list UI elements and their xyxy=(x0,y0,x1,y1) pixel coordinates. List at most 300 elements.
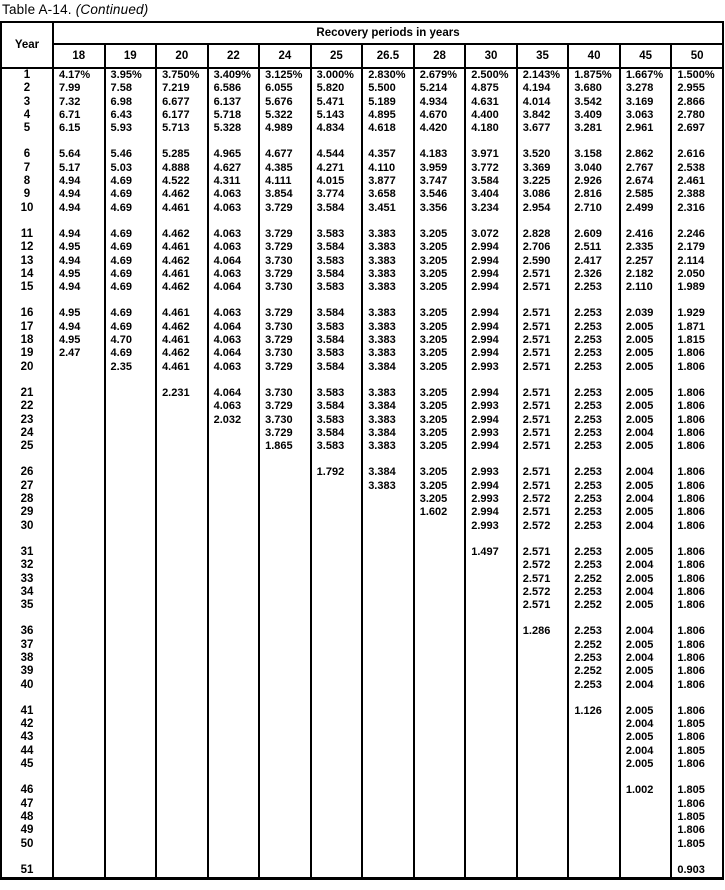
rate-cell: 2.004 xyxy=(620,520,672,533)
rate-cell: 2.253 xyxy=(568,520,620,533)
spacer-cell xyxy=(1,294,53,307)
rate-cell xyxy=(53,864,105,879)
rate-cell: 3.583 xyxy=(311,255,363,268)
year-cell: 16 xyxy=(20,307,34,320)
rate-cell: 4.063 xyxy=(208,307,260,320)
spacer-cell xyxy=(156,612,208,625)
rate-cell: 1.806 xyxy=(671,400,723,413)
rate-cell: 2.994 xyxy=(465,307,517,320)
spacer-cell xyxy=(1,453,53,466)
rate-cell: 1.815 xyxy=(671,334,723,347)
spacer-cell xyxy=(53,692,105,705)
rate-cell: 1.805 xyxy=(671,784,723,797)
rate-cell: 2.252 xyxy=(568,599,620,612)
rate-cell xyxy=(465,864,517,879)
rate-cell: 4.70 xyxy=(105,334,157,347)
rate-cell: 2.253 xyxy=(568,506,620,519)
rate-cell xyxy=(362,586,414,599)
rate-cell: 1.792 xyxy=(311,466,363,479)
spacer-cell xyxy=(671,612,723,625)
rate-cell: 4.461 xyxy=(156,241,208,254)
rate-cell xyxy=(517,838,569,851)
rate-cell: 3.583 xyxy=(311,347,363,360)
rate-cell xyxy=(414,599,466,612)
rate-cell xyxy=(465,665,517,678)
spacer-cell xyxy=(1,692,53,705)
spacer-cell xyxy=(568,294,620,307)
rate-cell: 3.542 xyxy=(568,96,620,109)
rate-cell xyxy=(105,784,157,797)
spacer-cell xyxy=(105,851,157,864)
column-header-22: 22 xyxy=(208,44,260,68)
rate-cell: 2.571 xyxy=(517,361,569,374)
rate-cell: 1.002 xyxy=(620,784,672,797)
rate-cell: 2.993 xyxy=(465,520,517,533)
rate-cell: 4.063 xyxy=(208,400,260,413)
rate-cell: 2.253 xyxy=(568,400,620,413)
rate-cell xyxy=(465,679,517,692)
rate-cell xyxy=(414,520,466,533)
rate-cell xyxy=(568,838,620,851)
rate-cell: 2.697 xyxy=(671,122,723,135)
year-cell: 15 xyxy=(20,281,34,294)
rate-cell: 3.383 xyxy=(362,321,414,334)
rate-cell xyxy=(465,745,517,758)
table-row-year-39 xyxy=(1,665,723,678)
rate-cell: 2.571 xyxy=(517,480,569,493)
rate-cell: 1.806 xyxy=(671,798,723,811)
table-row-year-37 xyxy=(1,639,723,652)
rate-cell: 3.205 xyxy=(414,321,466,334)
rate-cell xyxy=(105,665,157,678)
rate-cell: 3.225 xyxy=(517,175,569,188)
rate-cell xyxy=(517,745,569,758)
group-spacer-row xyxy=(1,533,723,546)
rate-cell xyxy=(414,625,466,638)
rate-cell xyxy=(156,559,208,572)
rate-cell xyxy=(105,466,157,479)
year-cell: 44 xyxy=(20,744,34,757)
rate-cell: 3.281 xyxy=(568,122,620,135)
rate-cell: 4.194 xyxy=(517,82,569,95)
rate-cell: 2.993 xyxy=(465,361,517,374)
rate-cell xyxy=(156,798,208,811)
rate-cell: 4.271 xyxy=(311,162,363,175)
rate-cell xyxy=(517,864,569,879)
rate-cell: 6.43 xyxy=(105,109,157,122)
rate-cell: 2.816 xyxy=(568,188,620,201)
rate-cell xyxy=(259,824,311,837)
rate-cell: 4.17% xyxy=(53,68,105,82)
rate-cell xyxy=(208,864,260,879)
rate-cell: 3.383 xyxy=(362,334,414,347)
rate-cell xyxy=(517,758,569,771)
rate-cell: 2.252 xyxy=(568,573,620,586)
spacer-cell xyxy=(156,453,208,466)
rate-cell xyxy=(362,506,414,519)
rate-cell: 2.253 xyxy=(568,440,620,453)
spacer-cell xyxy=(517,135,569,148)
rate-cell: 2.005 xyxy=(620,361,672,374)
rate-cell xyxy=(53,493,105,506)
rate-cell: 3.750% xyxy=(156,68,208,82)
group-spacer-row xyxy=(1,374,723,387)
rate-cell: 2.004 xyxy=(620,718,672,731)
rate-cell xyxy=(465,731,517,744)
rate-cell xyxy=(208,705,260,718)
rate-cell: 4.064 xyxy=(208,387,260,400)
rate-cell: 4.110 xyxy=(362,162,414,175)
rate-cell xyxy=(156,811,208,824)
rate-cell: 1.989 xyxy=(671,281,723,294)
rate-cell: 3.584 xyxy=(311,307,363,320)
rate-cell: 6.98 xyxy=(105,96,157,109)
rate-cell: 2.179 xyxy=(671,241,723,254)
rate-cell: 2.828 xyxy=(517,228,569,241)
rate-cell xyxy=(156,625,208,638)
year-cell: 18 xyxy=(20,334,34,347)
spacer-cell xyxy=(620,533,672,546)
rate-cell xyxy=(568,745,620,758)
rate-cell: 2.005 xyxy=(620,758,672,771)
rate-cell: 3.205 xyxy=(414,334,466,347)
year-column-header: Year xyxy=(1,22,53,68)
table-body xyxy=(1,68,723,879)
rate-cell xyxy=(414,665,466,678)
spacer-cell xyxy=(259,215,311,228)
rate-cell xyxy=(517,665,569,678)
rate-cell: 5.471 xyxy=(311,96,363,109)
rate-cell xyxy=(53,546,105,559)
rate-cell xyxy=(568,811,620,824)
rate-cell xyxy=(105,387,157,400)
rate-cell: 5.64 xyxy=(53,148,105,161)
rate-cell: 4.461 xyxy=(156,202,208,215)
year-cell: 14 xyxy=(20,267,34,280)
rate-cell xyxy=(362,718,414,731)
table-row-year-17 xyxy=(1,321,723,334)
rate-cell: 4.461 xyxy=(156,307,208,320)
spacer-cell xyxy=(311,374,363,387)
spacer-cell xyxy=(671,851,723,864)
rate-cell xyxy=(620,824,672,837)
spacer-cell xyxy=(568,215,620,228)
rate-cell xyxy=(156,745,208,758)
year-cell: 27 xyxy=(20,479,34,492)
rate-cell: 4.95 xyxy=(53,268,105,281)
rate-cell xyxy=(414,811,466,824)
spacer-cell xyxy=(105,215,157,228)
year-cell: 24 xyxy=(20,426,34,439)
rate-cell xyxy=(105,745,157,758)
rate-cell xyxy=(156,784,208,797)
table-row-year-13 xyxy=(1,255,723,268)
spacer-cell xyxy=(53,135,105,148)
spacer-cell xyxy=(259,612,311,625)
rate-cell xyxy=(53,573,105,586)
rate-cell: 5.713 xyxy=(156,122,208,135)
rate-cell xyxy=(311,665,363,678)
rate-cell xyxy=(53,679,105,692)
rate-cell xyxy=(208,625,260,638)
rate-cell: 3.205 xyxy=(414,466,466,479)
rate-cell xyxy=(362,546,414,559)
rate-cell: 4.94 xyxy=(53,228,105,241)
rate-cell xyxy=(53,705,105,718)
rate-cell: 3.729 xyxy=(259,202,311,215)
rate-cell: 2.253 xyxy=(568,559,620,572)
rate-cell xyxy=(156,824,208,837)
rate-cell: 3.730 xyxy=(259,321,311,334)
rate-cell: 3.584 xyxy=(311,400,363,413)
rate-cell xyxy=(465,838,517,851)
rate-cell: 4.064 xyxy=(208,255,260,268)
rate-cell xyxy=(53,361,105,374)
rate-cell: 2.005 xyxy=(620,599,672,612)
rate-cell xyxy=(311,705,363,718)
table-row-year-48 xyxy=(1,811,723,824)
rate-cell: 1.806 xyxy=(671,361,723,374)
rate-cell: 2.005 xyxy=(620,731,672,744)
spacer-cell xyxy=(311,533,363,546)
rate-cell xyxy=(156,546,208,559)
table-row-year-49 xyxy=(1,824,723,837)
rate-cell: 3.383 xyxy=(362,480,414,493)
rate-cell: 2.005 xyxy=(620,573,672,586)
rate-cell: 3.383 xyxy=(362,228,414,241)
rate-cell: 3.205 xyxy=(414,400,466,413)
rate-cell: 2.706 xyxy=(517,241,569,254)
rate-cell xyxy=(208,586,260,599)
group-spacer-row xyxy=(1,294,723,307)
rate-cell: 3.747 xyxy=(414,175,466,188)
rate-cell xyxy=(53,427,105,440)
rate-cell: 4.461 xyxy=(156,268,208,281)
rate-cell: 2.511 xyxy=(568,241,620,254)
rate-cell xyxy=(105,546,157,559)
rate-cell xyxy=(414,784,466,797)
spacer-cell xyxy=(568,533,620,546)
year-cell: 25 xyxy=(20,440,34,453)
spacer-cell xyxy=(105,374,157,387)
rate-cell xyxy=(105,679,157,692)
spacer-cell xyxy=(620,374,672,387)
rate-cell: 1.865 xyxy=(259,440,311,453)
rate-cell: 2.830% xyxy=(362,68,414,82)
rate-cell xyxy=(53,625,105,638)
rate-cell: 4.015 xyxy=(311,175,363,188)
rate-cell: 2.780 xyxy=(671,109,723,122)
year-cell: 37 xyxy=(20,638,34,651)
rate-cell: 0.903 xyxy=(671,864,723,879)
spacer-cell xyxy=(208,612,260,625)
table-row-year-21 xyxy=(1,387,723,400)
spacer-cell xyxy=(1,374,53,387)
rate-cell: 2.388 xyxy=(671,188,723,201)
rate-cell: 2.994 xyxy=(465,255,517,268)
rate-cell: 4.311 xyxy=(208,175,260,188)
rate-cell xyxy=(311,559,363,572)
rate-cell xyxy=(568,864,620,879)
rate-cell: 1.667% xyxy=(620,68,672,82)
rate-cell xyxy=(465,586,517,599)
rate-cell xyxy=(53,731,105,744)
spacer-cell xyxy=(208,851,260,864)
rate-cell: 1.805 xyxy=(671,838,723,851)
spacer-cell xyxy=(311,135,363,148)
group-spacer-row xyxy=(1,692,723,705)
rate-cell: 1.806 xyxy=(671,559,723,572)
spacer-cell xyxy=(53,294,105,307)
rate-cell xyxy=(105,599,157,612)
rate-cell xyxy=(259,718,311,731)
rate-cell xyxy=(362,824,414,837)
rate-cell: 3.730 xyxy=(259,387,311,400)
rate-cell: 5.285 xyxy=(156,148,208,161)
rate-cell: 2.004 xyxy=(620,493,672,506)
rate-cell xyxy=(311,758,363,771)
group-spacer-row xyxy=(1,771,723,784)
rate-cell xyxy=(156,466,208,479)
rate-cell xyxy=(414,758,466,771)
rate-cell: 1.497 xyxy=(465,546,517,559)
rate-cell: 2.005 xyxy=(620,321,672,334)
spacer-cell xyxy=(414,771,466,784)
spacer-cell xyxy=(311,215,363,228)
rate-cell: 2.571 xyxy=(517,347,569,360)
rate-cell xyxy=(208,811,260,824)
rate-cell: 1.806 xyxy=(671,731,723,744)
rate-cell: 2.416 xyxy=(620,228,672,241)
rate-cell xyxy=(311,838,363,851)
spacer-cell xyxy=(362,453,414,466)
rate-cell: 2.955 xyxy=(671,82,723,95)
rate-cell: 2.571 xyxy=(517,573,569,586)
rate-cell xyxy=(105,718,157,731)
rate-cell: 4.69 xyxy=(105,241,157,254)
rate-cell: 2.004 xyxy=(620,466,672,479)
spacer-cell xyxy=(620,771,672,784)
table-row-year-18 xyxy=(1,334,723,347)
rate-cell: 2.993 xyxy=(465,400,517,413)
spacer-cell xyxy=(208,374,260,387)
rate-cell: 4.69 xyxy=(105,228,157,241)
rate-cell xyxy=(259,506,311,519)
table-row-year-3 xyxy=(1,96,723,109)
rate-cell: 4.064 xyxy=(208,347,260,360)
spacer-cell xyxy=(414,533,466,546)
rate-cell xyxy=(156,731,208,744)
rate-cell xyxy=(105,864,157,879)
rate-cell xyxy=(53,480,105,493)
rate-cell: 2.674 xyxy=(620,175,672,188)
rate-cell xyxy=(465,705,517,718)
rate-cell xyxy=(105,400,157,413)
table-row-year-5 xyxy=(1,122,723,135)
rate-cell: 4.69 xyxy=(105,188,157,201)
rate-cell: 2.110 xyxy=(620,281,672,294)
rate-cell: 2.572 xyxy=(517,493,569,506)
rate-cell xyxy=(414,586,466,599)
rate-cell xyxy=(53,811,105,824)
rate-cell: 4.69 xyxy=(105,321,157,334)
rate-cell: 1.806 xyxy=(671,440,723,453)
rate-cell: 6.177 xyxy=(156,109,208,122)
rate-cell xyxy=(259,625,311,638)
rate-cell: 3.584 xyxy=(465,175,517,188)
rate-cell: 5.46 xyxy=(105,148,157,161)
spacer-cell xyxy=(568,612,620,625)
rate-cell: 3.520 xyxy=(517,148,569,161)
rate-cell xyxy=(208,639,260,652)
table-row-year-9 xyxy=(1,188,723,201)
rate-cell: 4.834 xyxy=(311,122,363,135)
rate-cell: 4.95 xyxy=(53,307,105,320)
rate-cell xyxy=(105,520,157,533)
rate-cell xyxy=(362,625,414,638)
rate-cell: 2.994 xyxy=(465,268,517,281)
spacer-cell xyxy=(1,215,53,228)
spacer-cell xyxy=(465,771,517,784)
rate-cell: 2.572 xyxy=(517,559,569,572)
rate-cell: 3.584 xyxy=(311,202,363,215)
rate-cell xyxy=(311,745,363,758)
rate-cell: 1.806 xyxy=(671,347,723,360)
rate-cell: 7.219 xyxy=(156,82,208,95)
rate-cell: 6.137 xyxy=(208,96,260,109)
rate-cell: 3.205 xyxy=(414,361,466,374)
spacer-cell xyxy=(465,453,517,466)
rate-cell: 4.461 xyxy=(156,334,208,347)
rate-cell xyxy=(259,784,311,797)
rate-cell: 2.253 xyxy=(568,427,620,440)
rate-cell: 1.806 xyxy=(671,466,723,479)
rate-cell xyxy=(362,665,414,678)
spacer-cell xyxy=(105,135,157,148)
year-cell: 29 xyxy=(20,506,34,519)
rate-cell xyxy=(259,652,311,665)
rate-cell: 2.005 xyxy=(620,506,672,519)
rate-cell xyxy=(105,586,157,599)
table-row-year-46 xyxy=(1,784,723,797)
rate-cell: 3.584 xyxy=(311,241,363,254)
table-row-year-35 xyxy=(1,599,723,612)
rate-cell xyxy=(414,705,466,718)
rate-cell xyxy=(53,784,105,797)
spacer-cell xyxy=(362,692,414,705)
rate-cell xyxy=(414,731,466,744)
rate-cell: 2.994 xyxy=(465,387,517,400)
rate-cell: 2.005 xyxy=(620,665,672,678)
rate-cell: 2.004 xyxy=(620,586,672,599)
rate-cell xyxy=(208,824,260,837)
rate-cell: 2.571 xyxy=(517,546,569,559)
rate-cell xyxy=(362,798,414,811)
rate-cell: 4.895 xyxy=(362,109,414,122)
rate-cell: 2.417 xyxy=(568,255,620,268)
year-cell: 31 xyxy=(20,545,34,558)
rate-cell: 6.71 xyxy=(53,109,105,122)
year-cell: 49 xyxy=(20,824,34,837)
year-cell: 36 xyxy=(20,625,34,638)
rate-cell xyxy=(311,639,363,652)
rate-cell: 3.583 xyxy=(311,321,363,334)
rate-cell: 2.571 xyxy=(517,506,569,519)
spacer-cell xyxy=(156,374,208,387)
rate-cell: 3.729 xyxy=(259,400,311,413)
rate-cell: 4.875 xyxy=(465,82,517,95)
rate-cell: 3.383 xyxy=(362,414,414,427)
